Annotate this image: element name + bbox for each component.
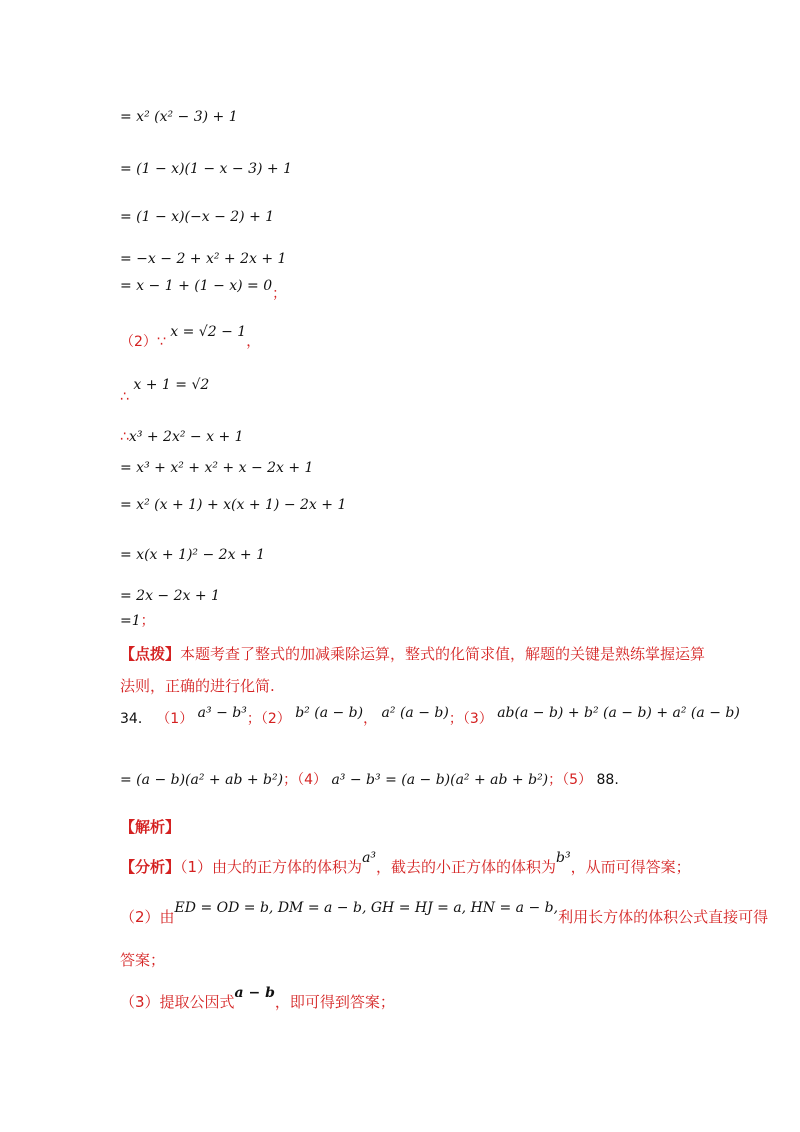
part2-comma: ， xyxy=(246,334,261,350)
solution-line-5-row xyxy=(120,278,287,302)
q34-line2-expr: = (a − b)(a² + ab + b²) xyxy=(120,772,284,788)
q34-row-2 xyxy=(120,773,619,787)
final-semicolon: ； xyxy=(140,613,155,629)
analysis-3-expr: a − b xyxy=(234,985,275,1001)
q34-p2-expr2: a² (a − b) xyxy=(381,705,449,721)
part2-line-1: x³ + 2x² − x + 1 xyxy=(128,429,244,445)
analysis-2-row xyxy=(120,900,769,926)
part2-line-5: = 2x − 2x + 1 xyxy=(120,588,220,604)
q34-sep1: ；（2） xyxy=(246,711,291,727)
q34-sep4: ；（5） xyxy=(548,772,593,788)
q34-number: 34． xyxy=(120,711,152,727)
q34-p2-expr1: b² (a − b) xyxy=(295,705,364,721)
solution-line-4: = −x − 2 + x² + 2x + 1 xyxy=(120,251,287,267)
therefore-symbol-2: ∴ xyxy=(120,429,129,445)
solution-line-2: = (1 − x)(1 − x − 3) + 1 xyxy=(120,161,292,177)
analysis-2-suffix: 利用长方体的体积公式直接可得 xyxy=(558,908,769,926)
fenxi-text-3: ，从而可得答案； xyxy=(570,858,691,876)
q34-p3-expr: ab(a − b) + b² (a − b) + a² (a − b) xyxy=(497,705,740,721)
solution-line-1: = x² (x² − 3) + 1 xyxy=(120,109,238,125)
dianbo-line-1 xyxy=(120,647,705,662)
fenxi-text-1: （1）由大的正方体的体积为 xyxy=(180,858,363,876)
analysis-3-suffix: ，即可得到答案； xyxy=(274,993,395,1011)
fenxi-expr-2: b³ xyxy=(556,850,571,866)
part2-line-2: = x³ + x² + x² + x − 2x + 1 xyxy=(120,460,314,476)
fenxi-tag: 【分析】 xyxy=(120,858,181,876)
analysis-2-line2: 答案； xyxy=(120,951,166,969)
q34-row-1 xyxy=(120,705,740,727)
part2-prefix: （2）∵ xyxy=(120,334,166,350)
fenxi-row xyxy=(120,850,691,876)
semicolon: ； xyxy=(272,286,287,302)
fenxi-text-2: ，截去的小正方体的体积为 xyxy=(376,858,557,876)
analysis-2-expr: ED = OD = b, DM = a − b, GH = HJ = a, HN = a − b, xyxy=(174,900,559,916)
q34-p5: 88. xyxy=(596,772,619,788)
dianbo-text-2: 法则，正确的进行化简. xyxy=(120,677,275,695)
therefore-row-1 xyxy=(120,377,210,405)
xplus1-expr: x + 1 = √2 xyxy=(133,377,210,393)
analysis-3-prefix: （3）提取公因式 xyxy=(120,993,235,1011)
q34-p1: （1） xyxy=(156,711,194,727)
q34-sep3: ；（4） xyxy=(283,772,327,788)
part2-line-6: =1 xyxy=(120,613,141,629)
part2-given-row xyxy=(120,324,261,350)
analysis-3-row xyxy=(120,985,395,1011)
q34-comma: ， xyxy=(363,711,378,727)
dianbo-text-1: 本题考查了整式的加减乘除运算，整式的化简求值，解题的关键是熟练掌握运算 xyxy=(180,645,706,663)
q34-p4-expr: a³ − b³ = (a − b)(a² + ab + b²) xyxy=(331,772,549,788)
solution-line-3: = (1 − x)(−x − 2) + 1 xyxy=(120,209,275,225)
part2-line-4: = x(x + 1)² − 2x + 1 xyxy=(120,547,266,563)
part2-line-6-row xyxy=(120,614,155,628)
analysis-2-prefix: （2）由 xyxy=(120,908,175,926)
part2-given-expr: x = √2 − 1 xyxy=(170,324,247,340)
q34-p1-expr: a³ − b³ xyxy=(197,705,247,721)
q34-sep2: ；（3） xyxy=(448,711,493,727)
therefore-row-2 xyxy=(120,430,244,444)
dianbo-tag: 【点拨】 xyxy=(120,645,181,663)
part2-line-3: = x² (x + 1) + x(x + 1) − 2x + 1 xyxy=(120,497,347,513)
solution-line-5: = x − 1 + (1 − x) = 0 xyxy=(120,278,273,294)
therefore-symbol: ∴ xyxy=(120,389,129,405)
fenxi-expr-1: a³ xyxy=(362,850,377,866)
jiexi-heading: 【解析】 xyxy=(120,818,181,836)
